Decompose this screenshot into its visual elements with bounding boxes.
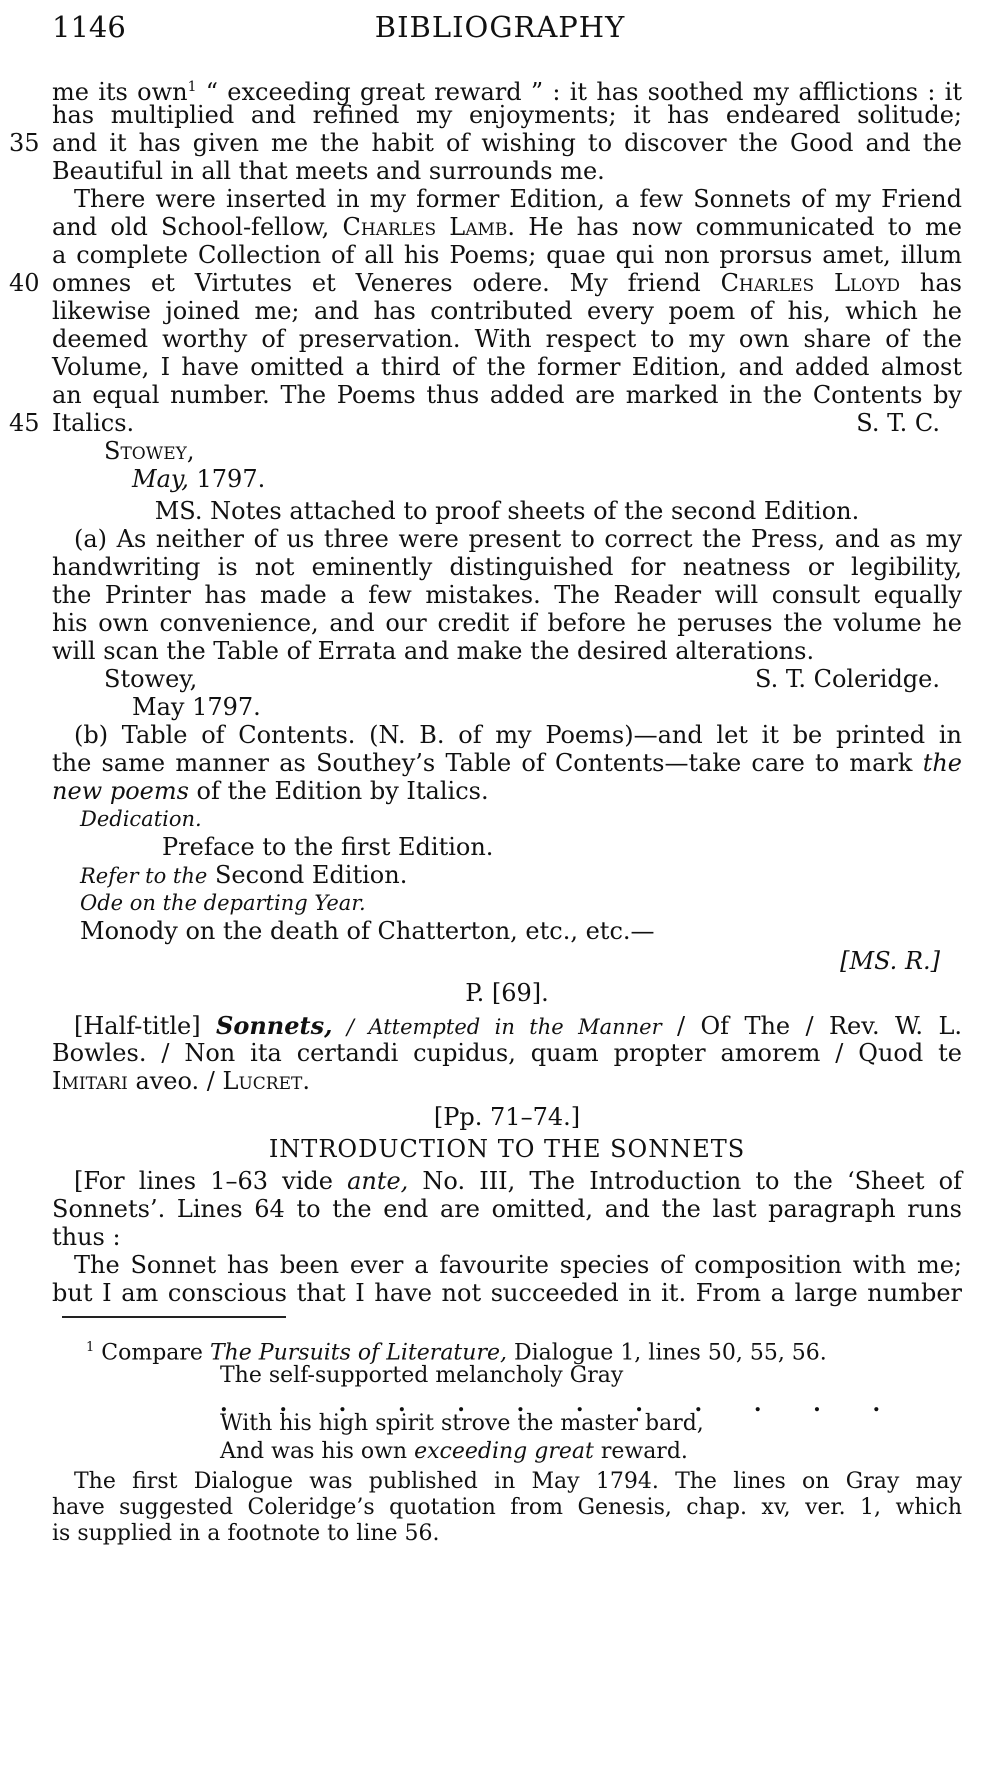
text-line: will scan the Table of Errata and make the desired alterations. <box>52 637 815 665</box>
text-line: (b) Table of Contents. (N. B. of my Poems)—and let it be printed in <box>74 721 962 749</box>
name-smallcaps: Charles Lloyd <box>720 269 901 297</box>
dateline-place: Stowey, <box>104 437 195 465</box>
text-line: May 1797. <box>132 693 261 721</box>
quote-line: And was his own exceeding great reward. <box>220 1439 688 1464</box>
text-line: There were inserted in my former Edition, a few Sonnets of my Friend <box>74 185 962 213</box>
footnote-line: have suggested Coleridge’s quotation from Genesis, chap. xv, ver. 1, which <box>52 1495 962 1520</box>
line-number-35: 35 <box>9 129 40 157</box>
text-line: and it has given me the habit of wishing to discover the Good and the <box>52 129 962 157</box>
contents-item: Preface to the first Edition. <box>162 833 494 861</box>
signature: S. T. C. <box>856 409 940 437</box>
quote-line: The self-supported melancholy Gray <box>220 1363 624 1388</box>
text-line: Volume, I have omitted a third of the former Edition, and added almost <box>52 353 962 381</box>
footnote-ref: 1 <box>187 79 197 95</box>
text-line: likewise joined me; and has contributed every poem of his, which he <box>52 297 962 325</box>
text-line: Imitari aveo. / Lucret. <box>52 1067 310 1095</box>
footnote-line: is supplied in a footnote to line 56. <box>52 1521 440 1546</box>
text-line: handwriting is not eminently distinguished for neatness or legibility, <box>52 553 962 581</box>
footnote-marker: 1 <box>86 1340 95 1355</box>
text-line: Italics. S. T. C. <box>52 409 940 437</box>
line-number-40: 40 <box>9 269 40 297</box>
text-line: his own convenience, and our credit if before he peruses the volume he <box>52 609 962 637</box>
text-line: The Sonnet has been ever a favourite species of composition with me; <box>74 1251 962 1279</box>
ms-notes-heading: MS. Notes attached to proof sheets of the second Edition. <box>154 497 860 525</box>
line-number-45: 45 <box>9 409 40 437</box>
text-line: deemed worthy of preservation. With respect to my own share of the <box>52 325 962 353</box>
running-head: BIBLIOGRAPHY <box>374 10 626 44</box>
signature: S. T. Coleridge. <box>755 665 940 693</box>
text-line: the same manner as Southey’s Table of Contents—take care to mark the <box>52 749 962 777</box>
text-line: [For lines 1–63 vide ante, No. III, The Introduction to the ‘Sheet of <box>74 1167 962 1195</box>
footnote-line: $^1$ Compare The Pursuits of Literature, Dialogue 1, lines 50, 55, 56. <box>86 1340 827 1366</box>
page-ref: [Pp. 71–74.] <box>433 1103 581 1131</box>
text-line: Sonnets’. Lines 64 to the end are omitted, and the last paragraph runs <box>52 1195 962 1223</box>
text-line: has multiplied and refined my enjoyments; it has endeared solitude; <box>52 101 962 129</box>
contents-item: Monody on the death of Chatterton, etc., etc.— <box>80 917 655 945</box>
text-line: Stowey, S. T. Coleridge. <box>104 665 940 693</box>
text-line: omnes et Virtutes et Veneres odere. My friend Charles Lloyd has <box>52 269 962 297</box>
text-line: an equal number. The Poems thus added are marked in the Contents by <box>52 381 962 409</box>
text-line: and old School-fellow, Charles Lamb. He has now communicated to me <box>52 213 962 241</box>
source-note: [MS. R.] <box>840 947 940 975</box>
page-ref: P. [69]. <box>465 979 549 1007</box>
contents-item: Refer to the Second Edition. <box>80 861 408 889</box>
text-line: new poems of the Edition by Italics. <box>52 777 489 805</box>
contents-item: Ode on the departing Year. <box>80 891 366 915</box>
ellipsis-dots: . . . . . . . . . . . . <box>220 1391 903 1417</box>
name-smallcaps: Charles Lamb. <box>342 213 516 241</box>
text-line: Beautiful in all that meets and surrounds me. <box>52 157 605 185</box>
text-line: [Half-title] Sonnets, / Attempted in the Manner / Of The / Rev. W. L. <box>74 1011 963 1040</box>
text-line: a complete Collection of all his Poems; quae qui non prorsus amet, illum <box>52 241 962 269</box>
dateline-date: May, 1797. <box>132 465 266 493</box>
text-line: but I am conscious that I have not succeeded in it. From a large number <box>52 1279 962 1307</box>
page-number: 1146 <box>52 10 126 44</box>
text-line: thus : <box>52 1223 121 1251</box>
contents-item: Dedication. <box>80 807 202 831</box>
text-line: Bowles. / Non ita certandi cupidus, quam propter amorem / Quod te <box>52 1039 962 1067</box>
text-line: me its own$^1$ “ exceeding great reward ” : it has soothed my afflictions : it <box>52 78 962 106</box>
section-title: INTRODUCTION TO THE SONNETS <box>268 1135 746 1163</box>
footnote-rule <box>62 1316 286 1318</box>
text-line: (a) As neither of us three were present to correct the Press, and as my <box>74 525 962 553</box>
text-line: the Printer has made a few mistakes. The Reader will consult equally <box>52 581 962 609</box>
quote-line: With his high spirit strove the master bard, <box>220 1411 704 1436</box>
footnote-line: The first Dialogue was published in May 1794. The lines on Gray may <box>74 1469 962 1494</box>
gothic-title: Sonnets, <box>216 1011 333 1040</box>
